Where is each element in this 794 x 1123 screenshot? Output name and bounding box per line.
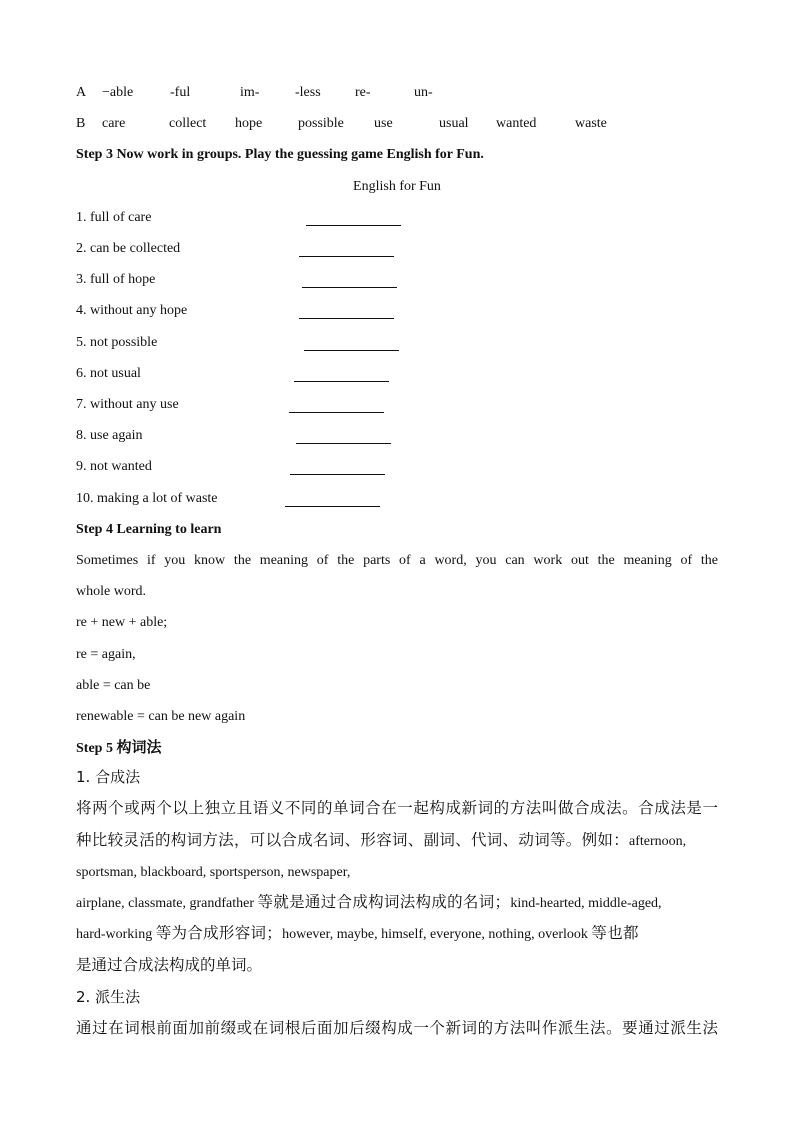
compounding-para-line6: 是通过合成法构成的单词。 xyxy=(76,956,263,974)
clue-text: 2. can be collected xyxy=(76,241,181,256)
affix-item: -less xyxy=(295,85,321,100)
affix-item: -ful xyxy=(170,85,191,100)
row-b-label: B xyxy=(76,116,86,131)
clue-text: 10. making a lot of waste xyxy=(76,491,218,506)
affix-item: −able xyxy=(102,85,134,100)
answer-blank[interactable] xyxy=(289,396,384,413)
compounding-para-line3: sportsman, blackboard, sportsperson, newspaper, xyxy=(76,865,351,880)
answer-blank[interactable] xyxy=(306,209,401,226)
para-text-zh: 等也都 xyxy=(591,924,639,942)
clue-text: 5. not possible xyxy=(76,335,158,350)
step4-intro-line2: whole word. xyxy=(76,584,146,599)
clue-text: 8. use again xyxy=(76,428,143,443)
compounding-para-line1: 将两个或两个以上独立且语义不同的单词合在一起构成新词的方法叫做合成法。合成法是一 xyxy=(76,799,718,817)
clue-text: 1. full of care xyxy=(76,210,152,225)
example-line: renewable = can be new again xyxy=(76,709,246,724)
answer-blank[interactable] xyxy=(296,427,391,444)
root-word-item: waste xyxy=(575,116,607,131)
para-text-zh: 等为合成形容词； xyxy=(155,924,283,942)
para-text-zh: 种比较灵活的构词方法，可以合成名词、形容词、副词、代词、动词等。例如： xyxy=(76,831,630,849)
root-word-item: wanted xyxy=(496,116,537,131)
game-title: English for Fun xyxy=(353,179,441,194)
para-text-en: afternoon, xyxy=(629,834,687,849)
root-word-item: collect xyxy=(169,116,207,131)
clue-text: 3. full of hope xyxy=(76,272,156,287)
answer-blank[interactable] xyxy=(304,334,399,351)
example-line: re + new + able; xyxy=(76,615,168,630)
step5-heading-en: Step 5 xyxy=(76,741,117,756)
para-text-en: kind-hearted, middle-aged, xyxy=(510,896,662,911)
clue-text: 9. not wanted xyxy=(76,459,152,474)
clue-text: 4. without any hope xyxy=(76,303,188,318)
para-text-zh: 等就是通过合成构词法构成的名词； xyxy=(257,893,511,911)
para-text-en: airplane, classmate, grandfather xyxy=(76,896,258,911)
compounding-para-line2 xyxy=(76,831,718,851)
answer-blank[interactable] xyxy=(299,240,394,257)
answer-blank[interactable] xyxy=(285,490,380,507)
step4-intro-line1: Sometimes if you know the meaning of the parts of a word, you can work out the meaning of the xyxy=(76,553,718,568)
example-line: re = again, xyxy=(76,647,136,662)
compounding-para-line4 xyxy=(76,893,718,913)
root-word-item: hope xyxy=(235,116,263,131)
affix-item: re- xyxy=(355,85,371,100)
clue-text: 7. without any use xyxy=(76,397,179,412)
subsection-derivation: 2. 派生法 xyxy=(76,988,141,1006)
root-word-item: care xyxy=(102,116,126,131)
derivation-para-line1: 通过在词根前面加前缀或在词根后面加后缀构成一个新词的方法叫作派生法。要通过派生法 xyxy=(76,1019,718,1037)
answer-blank[interactable] xyxy=(290,458,385,475)
affix-item: im- xyxy=(240,85,260,100)
compounding-para-line5 xyxy=(76,924,718,944)
para-text-en: hard-working xyxy=(76,927,156,942)
step4-heading: Step 4 Learning to learn xyxy=(76,522,222,537)
para-text-en: however, maybe, himself, everyone, nothing, overlook xyxy=(282,927,592,942)
step5-heading-zh: 构词法 xyxy=(116,738,162,756)
subsection-compounding: 1. 合成法 xyxy=(76,768,141,786)
answer-blank[interactable] xyxy=(302,271,397,288)
affix-item: un- xyxy=(414,85,433,100)
root-word-item: usual xyxy=(439,116,469,131)
answer-blank[interactable] xyxy=(294,365,389,382)
row-a-label: A xyxy=(76,85,87,100)
root-word-item: possible xyxy=(298,116,344,131)
step5-heading xyxy=(76,738,161,758)
example-line: able = can be xyxy=(76,678,151,693)
clue-text: 6. not usual xyxy=(76,366,141,381)
answer-blank[interactable] xyxy=(299,302,394,319)
root-word-item: use xyxy=(374,116,393,131)
step3-heading: Step 3 Now work in groups. Play the guessing game English for Fun. xyxy=(76,147,484,162)
